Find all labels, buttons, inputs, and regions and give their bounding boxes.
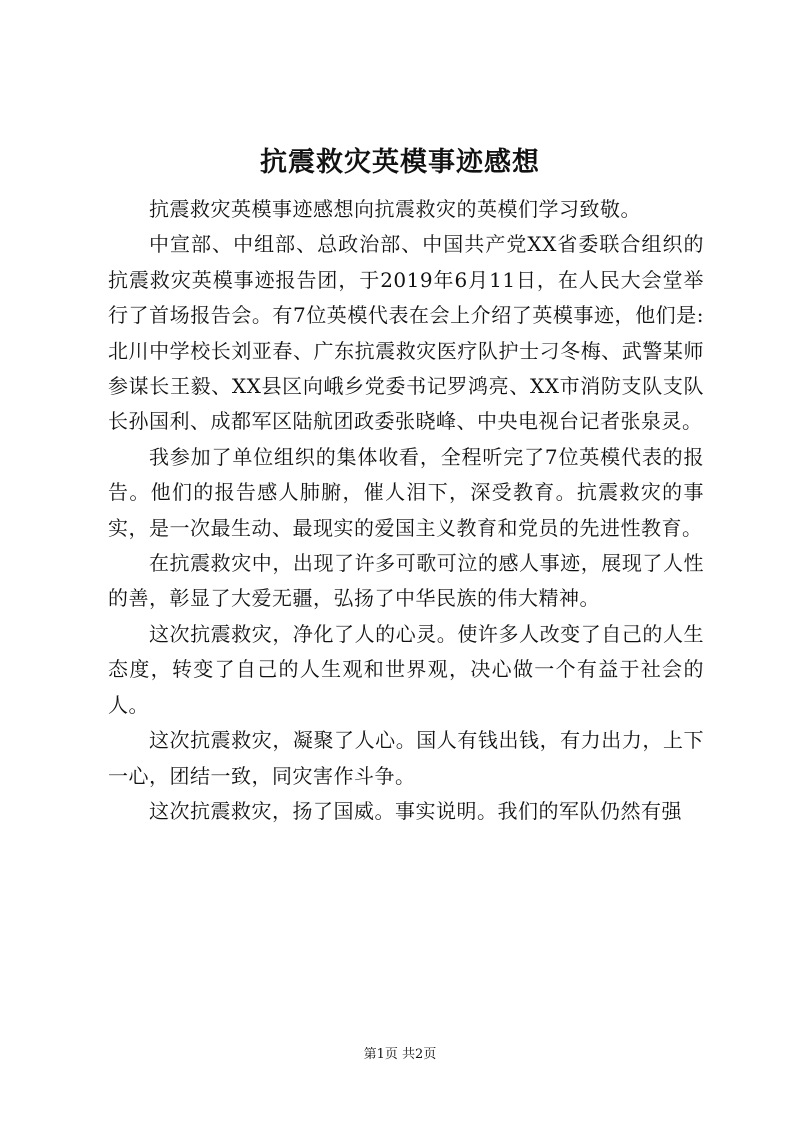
- paragraph-purified-hearts: 这次抗震救灾，净化了人的心灵。使许多人改变了自己的人生态度，转变了自己的人生观和世界观，决心做一个有益于社会的人。: [108, 621, 704, 717]
- paragraph-watching: 我参加了单位组织的集体收看，全程听完了7位英模代表的报告。他们的报告感人肺腑，催人泪下，深受教育。抗震救灾的事实，是一次最生动、最现实的爱国主义教育和党员的先进性教育。: [108, 444, 704, 540]
- page-footer: 第1页 共2页: [363, 1047, 437, 1062]
- paragraph-intro: 抗震救灾英模事迹感想向抗震救灾的英模们学习致敬。: [149, 197, 641, 221]
- document-title: 抗震救灾英模事迹感想: [260, 147, 540, 178]
- paragraph-national-prestige: 这次抗震救灾，扬了国威。事实说明。我们的军队仍然有强: [149, 798, 682, 823]
- document-body: [108, 192, 704, 829]
- paragraph-report-group: 中宣部、中组部、总政治部、中国共产党XX省委联合组织的抗震救灾英模事迹报告团，于2019年6月11日，在人民大会堂举行了首场报告会。有7位英模代表在会上介绍了英模事迹，他们是:北川中学校长刘亚春、广东抗震救灾医疗队护士刁冬梅、武警某师参谋长王毅、XX县区向峨乡党委书记罗鸿亮、XX市消防支队支队长孙国利、成都军区陆航团政委张晓峰、中央电视台记者张泉灵。: [108, 232, 704, 434]
- paragraph-united-hearts: 这次抗震救灾，凝聚了人心。国人有钱出钱，有力出力，上下一心，团结一致，同灾害作斗争。: [108, 728, 704, 788]
- paragraph-touching-deeds: 在抗震救灾中，出现了许多可歌可泣的感人事迹，展现了人性的善，彰显了大爱无疆，弘扬了中华民族的伟大精神。: [108, 551, 704, 611]
